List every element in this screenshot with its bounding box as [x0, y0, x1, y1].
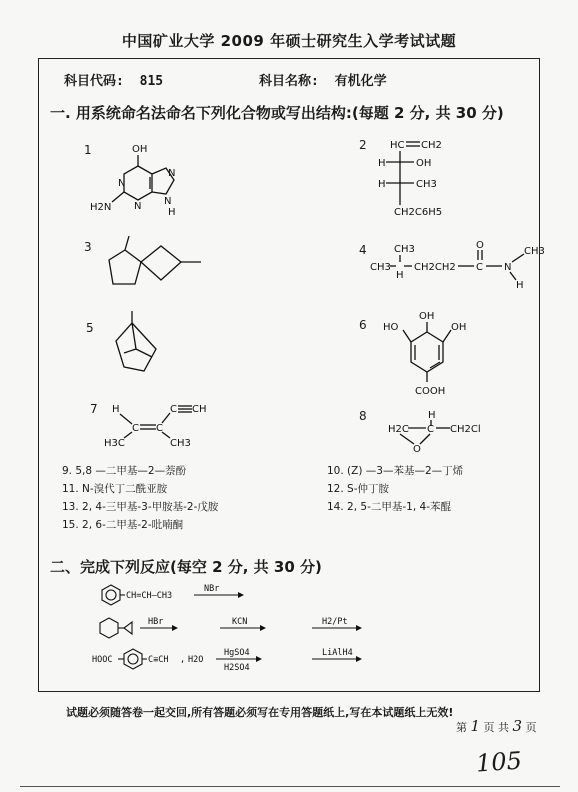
structure-number-2: 2 — [359, 138, 367, 152]
q13-text: 2, 4-三甲基-3-甲胺基-2-戊胺 — [82, 501, 219, 513]
s4-ch3-left: CH3 — [370, 262, 391, 273]
structure-number-6: 6 — [359, 318, 367, 332]
s2-hc: HC — [390, 140, 405, 151]
page-total: 3 — [512, 717, 523, 735]
structure-number-8: 8 — [359, 409, 367, 423]
structure-number-1: 1 — [84, 143, 92, 157]
r1-reagent: NBr — [204, 584, 220, 594]
structure-7-enyne — [98, 398, 228, 453]
s1-n7: N — [168, 168, 176, 179]
s4-ch3-top: CH3 — [394, 244, 415, 255]
q10-text: (Z) —3—苯基—2—丁烯 — [347, 465, 464, 477]
structure-number-3: 3 — [84, 240, 92, 254]
s6-cooh: COOH — [415, 386, 446, 397]
s7-ch3: CH3 — [170, 438, 191, 449]
structure-number-5: 5 — [86, 321, 94, 335]
s1-n1: N — [118, 178, 126, 189]
s4-c: C — [476, 262, 483, 273]
page-mid: 页 共 — [483, 721, 510, 734]
page-indicator — [456, 717, 537, 735]
question-9 — [62, 463, 186, 478]
subject-name-value: 有机化学 — [334, 74, 387, 89]
page-suffix: 页 — [525, 721, 537, 734]
s4-n: N — [504, 262, 512, 273]
s2-ch2: CH2 — [421, 140, 442, 151]
r3-alkyne: C≡CH — [148, 655, 169, 665]
reaction-3 — [92, 648, 392, 680]
q13-num: 13. — [62, 501, 79, 513]
q9-text: 5,8 —二甲基—2—萘酚 — [75, 465, 187, 477]
section2-heading: 二、完成下列反应(每空 2 分, 共 30 分) — [50, 558, 322, 576]
s7-c3: C — [170, 404, 177, 415]
aromatic-circle-icon — [106, 590, 116, 600]
s7-h: H — [112, 404, 120, 415]
question-13 — [62, 499, 218, 514]
r2-reagent2: KCN — [232, 617, 248, 627]
question-11 — [62, 481, 167, 496]
question-12 — [327, 481, 389, 496]
r3-start: HOOC — [92, 655, 113, 665]
structure-8-epoxide — [388, 408, 498, 458]
s7-c2: C — [156, 423, 163, 434]
s1-h: H — [168, 207, 176, 218]
s4-h1: H — [396, 270, 404, 281]
structure-1-purine — [80, 140, 200, 225]
q15-num: 15. — [62, 519, 79, 531]
s4-h2: H — [516, 280, 524, 291]
subject-line — [64, 70, 395, 89]
s8-h2c: H2C — [388, 424, 409, 435]
r1-substituent: CH=CH—CH3 — [126, 591, 173, 601]
s7-c1: C — [132, 423, 139, 434]
s2-h2: H — [378, 179, 386, 190]
page-title: 中国矿业大学 2009 年硕士研究生入学考试试题 — [121, 32, 457, 50]
q15-text: 2, 6-二甲基-2-吡喃酮 — [82, 519, 184, 531]
bottom-rule — [20, 786, 560, 787]
structure-5-bicyclic — [108, 305, 168, 385]
s2-h1: H — [378, 158, 386, 169]
q9-num: 9. — [62, 465, 73, 477]
s8-c: C — [427, 424, 434, 435]
s6-oh-top: OH — [419, 311, 435, 322]
question-10 — [327, 463, 463, 478]
r3-cat-top: HgSO4 — [224, 648, 250, 658]
page-current: 1 — [470, 717, 481, 735]
structure-3-spiro — [95, 232, 225, 302]
s1-oh: OH — [132, 144, 148, 155]
s4-o: O — [476, 240, 484, 251]
q14-text: 2, 5-二甲基-1, 4-苯醌 — [347, 501, 451, 513]
reaction-1 — [92, 584, 252, 614]
s1-n3: N — [134, 201, 142, 212]
s2-oh: OH — [416, 158, 432, 169]
structure-6-gallic-acid — [375, 310, 485, 400]
cyclopropane-icon — [124, 622, 132, 634]
question-14 — [327, 499, 451, 514]
q11-num: 11. — [62, 483, 79, 495]
r2-reagent1: HBr — [148, 617, 164, 627]
footer-note: 试题必须随答卷一起交回,所有答题必须写在专用答题纸上,写在本试题纸上无效! — [66, 706, 454, 719]
r3-reagent2: LiAlH4 — [322, 648, 353, 658]
structure-number-7: 7 — [90, 402, 98, 416]
s1-n9: N — [164, 196, 172, 207]
section1-heading: 一. 用系统命名法命名下列化合物或写出结构:(每题 2 分, 共 30 分) — [50, 104, 504, 122]
reaction-2 — [92, 616, 372, 646]
s7-ch: CH — [192, 404, 207, 415]
structure-2-fischer — [372, 135, 472, 220]
q14-num: 14. — [327, 501, 344, 513]
s4-ch2ch2: CH2CH2 — [414, 262, 456, 273]
subject-code-label: 科目代码: — [64, 74, 124, 89]
handwritten-number: 105 — [475, 746, 523, 778]
s8-h: H — [428, 410, 436, 421]
q11-text: N-溴代丁二酰亚胺 — [82, 483, 168, 495]
page-prefix: 第 — [456, 721, 467, 734]
subject-code-value: 815 — [139, 74, 164, 89]
s6-ho-left: HO — [383, 322, 399, 333]
question-15 — [62, 517, 183, 532]
s2-ch2c6h5: CH2C6H5 — [394, 207, 443, 218]
q12-num: 12. — [327, 483, 344, 495]
r3-plus: , — [180, 655, 186, 665]
s7-h3c: H3C — [104, 438, 125, 449]
s6-oh-right: OH — [451, 322, 467, 333]
r3-cat-bottom: H2SO4 — [224, 663, 250, 673]
r3-benzene-icon — [124, 649, 142, 669]
subject-name-label: 科目名称: — [258, 74, 319, 89]
r3-cosolvent: H2O — [188, 655, 204, 665]
r2-reagent3: H2/Pt — [322, 617, 348, 627]
s1-nh2: H2N — [90, 202, 112, 213]
structure-number-4: 4 — [359, 243, 367, 257]
s4-ch3-n: CH3 — [524, 246, 545, 257]
structure-4-amide — [370, 240, 545, 290]
s2-ch3: CH3 — [416, 179, 437, 190]
q12-text: S-仲丁胺 — [347, 483, 390, 495]
cyclohexane-icon — [100, 618, 118, 638]
benzene-ring-icon — [102, 585, 120, 605]
q10-num: 10. — [327, 465, 344, 477]
s8-o: O — [413, 444, 421, 455]
s8-ch2cl: CH2Cl — [450, 424, 481, 435]
